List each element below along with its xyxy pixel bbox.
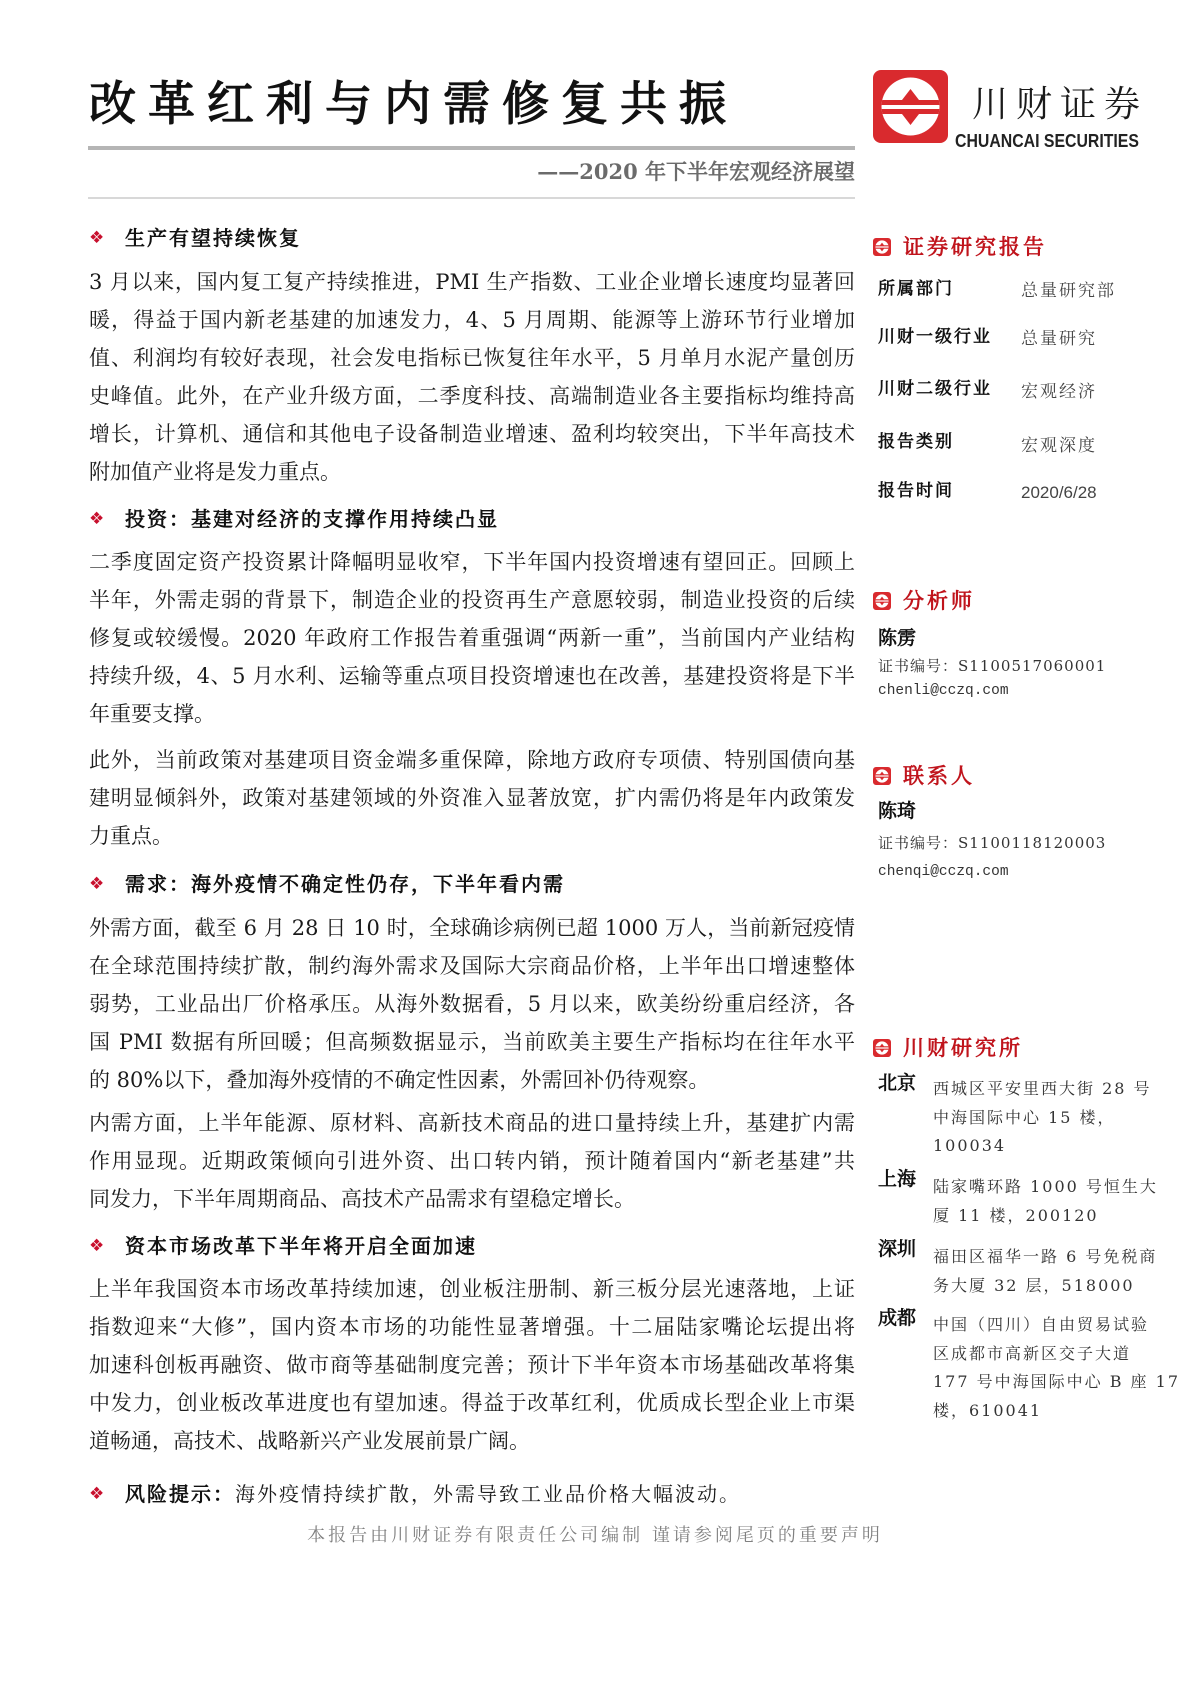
section-heading-text: 生产有望持续恢复 — [125, 226, 301, 250]
sidebar-header-text: 分析师 — [903, 588, 975, 613]
paragraph-line: 内需方面，上半年能源、原材料、高新技术商品的进口量持续上升，基建扩内需 — [89, 1111, 855, 1135]
meta-value-report-type: 宏观深度 — [1021, 436, 1097, 456]
chuancai-mini-logo-icon — [873, 1039, 891, 1057]
paragraph-line: 二季度固定资产投资累计降幅明显收窄，下半年国内投资增速有望回正。回顾上 — [89, 550, 855, 574]
section-paragraph — [89, 1270, 855, 1460]
paragraph-line: 此外，当前政策对基建项目资金端多重保障，除地方政府专项债、特别国债向基 — [89, 748, 855, 772]
sidebar-header-contact — [873, 763, 1173, 789]
footer-disclaimer: 本报告由川财证券有限责任公司编制 谨请参阅尾页的重要声明 — [307, 1525, 883, 1546]
office-address-chengdu — [933, 1311, 1193, 1425]
risk-warning-text: 海外疫情持续扩散，外需导致工业品价格大幅波动。 — [235, 1482, 741, 1506]
company-name-cn: 川财证券 — [972, 84, 1149, 125]
address-line: 厦 11 楼，200120 — [933, 1205, 1099, 1225]
company-name-en: CHUANCAI SECURITIES — [955, 131, 1139, 151]
section-heading-capital-market — [89, 1227, 855, 1265]
office-address-beijing — [933, 1075, 1193, 1161]
diamond-bullet-icon: ❖ — [89, 228, 105, 248]
address-line: 福田区福华一路 6 号免税商 — [933, 1247, 1158, 1266]
diamond-bullet-icon: ❖ — [89, 1236, 105, 1256]
risk-warning — [89, 1475, 855, 1513]
sidebar-header-text: 联系人 — [903, 763, 975, 788]
diamond-bullet-icon: ❖ — [89, 1484, 105, 1504]
paragraph-line: 力重点。 — [89, 824, 173, 848]
office-city-chengdu: 成都 — [878, 1307, 917, 1329]
section-paragraph — [89, 543, 855, 733]
paragraph-line: 建明显倾斜外，政策对基建领域的外资准入显著放宽，扩内需仍将是年内政策发 — [89, 786, 855, 810]
paragraph-line: 附加值产业将是发力重点。 — [89, 460, 341, 484]
meta-label-report-type: 报告类别 — [878, 432, 954, 452]
section-heading-investment — [89, 500, 855, 538]
address-line: 中国（四川）自由贸易试验 — [933, 1315, 1150, 1334]
address-line: 西城区平安里西大街 28 号 — [933, 1079, 1152, 1098]
paragraph-line: 值、利润均有较好表现，社会发电指标已恢复往年水平，5 月单月水泥产量创历 — [89, 346, 855, 370]
meta-value-industry-level1: 总量研究 — [1021, 329, 1097, 349]
section-heading-demand — [89, 865, 855, 903]
contact-email-link[interactable]: chenqi@cczq.com — [878, 864, 1009, 880]
meta-label-department: 所属部门 — [878, 279, 954, 299]
paragraph-line: 持续升级，4、5 月水利、运输等重点项目投资增速也在改善，基建投资将是下半 — [89, 664, 855, 688]
meta-label-industry-level2: 川财二级行业 — [878, 379, 992, 399]
address-line: 区成都市高新区交子大道 — [933, 1343, 1132, 1363]
paragraph-line: 的 80%以下，叠加海外疫情的不确定性因素，外需回补仍待观察。 — [89, 1068, 710, 1092]
chuancai-mini-logo-icon — [873, 767, 891, 785]
sidebar-header-analyst — [873, 588, 1173, 614]
diamond-bullet-icon: ❖ — [89, 874, 105, 894]
meta-value-industry-level2: 宏观经济 — [1021, 382, 1097, 402]
paragraph-line: 弱势，工业品出厂价格承压。从海外数据看，5 月以来，欧美纷纷重启经济，各 — [89, 992, 855, 1016]
meta-value-department: 总量研究部 — [1021, 281, 1116, 301]
office-city-beijing: 北京 — [878, 1072, 917, 1094]
sidebar-header-text: 证券研究报告 — [903, 234, 1047, 259]
risk-warning-content — [125, 1475, 741, 1513]
diamond-bullet-icon: ❖ — [89, 509, 105, 529]
office-address-shanghai — [933, 1173, 1193, 1230]
analyst-cert-number: 证书编号：S1100517060001 — [878, 657, 1107, 675]
address-line: 177 号中海国际中心 B 座 17 — [933, 1372, 1181, 1391]
address-line: 楼，610041 — [933, 1400, 1043, 1420]
section-paragraph — [89, 1104, 855, 1218]
report-subtitle: ——2020 年下半年宏观经济展望 — [537, 159, 855, 184]
section-heading-text: 资本市场改革下半年将开启全面加速 — [125, 1234, 477, 1258]
section-paragraph — [89, 909, 855, 1099]
paragraph-line: 作用显现。近期政策倾向引进外资、出口转内销，预计随着国内“新老基建”共 — [89, 1149, 855, 1173]
title-divider — [88, 146, 855, 150]
risk-warning-label: 风险提示： — [125, 1482, 235, 1506]
paragraph-line: 暖，得益于国内新老基建的加速发力，4、5 月周期、能源等上游环节行业增加 — [89, 308, 855, 332]
paragraph-line: 同发力，下半年周期商品、高技术产品需求有望稳定增长。 — [89, 1187, 635, 1211]
paragraph-line: 3 月以来，国内复工复产持续推进，PMI 生产指数、工业企业增长速度均显著回 — [89, 270, 855, 294]
address-line: 中海国际中心 15 楼， — [933, 1107, 1116, 1127]
section-heading-text: 投资：基建对经济的支撑作用持续凸显 — [125, 507, 499, 531]
office-city-shanghai: 上海 — [878, 1168, 917, 1190]
meta-label-industry-level1: 川财一级行业 — [878, 327, 992, 347]
chuancai-mini-logo-icon — [873, 238, 891, 256]
contact-name: 陈琦 — [878, 800, 917, 822]
section-heading-production — [89, 219, 855, 257]
office-city-shenzhen: 深圳 — [878, 1238, 917, 1260]
address-line: 陆家嘴环路 1000 号恒生大 — [933, 1177, 1158, 1196]
paragraph-line: 国 PMI 数据有所回暖；但高频数据显示，当前欧美主要生产指标均在往年水平 — [89, 1030, 855, 1054]
sidebar-header-text: 川财研究所 — [903, 1035, 1023, 1060]
meta-value-report-date: 2020/6/28 — [1021, 483, 1097, 502]
report-title: 改革红利与内需修复共振 — [89, 77, 738, 132]
chuancai-logo-icon — [873, 70, 948, 143]
paragraph-line: 加速科创板再融资、做市商等基础制度完善；预计下半年资本市场基础改革将集 — [89, 1353, 855, 1377]
paragraph-line: 增长，计算机、通信和其他电子设备制造业增速、盈利均较突出，下半年高技术 — [89, 422, 855, 446]
office-address-shenzhen — [933, 1243, 1193, 1300]
paragraph-line: 指数迎来“大修”，国内资本市场的功能性显著增强。十二届陆家嘴论坛提出将 — [89, 1315, 855, 1339]
subtitle-divider — [88, 197, 855, 199]
analyst-name: 陈雳 — [878, 627, 917, 649]
paragraph-line: 中发力，创业板改革进度也有望加速。得益于改革红利，优质成长型企业上市渠 — [89, 1391, 855, 1415]
meta-label-report-date: 报告时间 — [878, 481, 954, 501]
analyst-email-link[interactable]: chenli@cczq.com — [878, 683, 1009, 699]
contact-cert-number: 证书编号：S1100118120003 — [878, 834, 1107, 852]
section-paragraph — [89, 263, 855, 491]
paragraph-line: 在全球范围持续扩散，制约海外需求及国际大宗商品价格，上半年出口增速整体 — [89, 954, 855, 978]
sidebar-header-report — [873, 234, 1173, 260]
sidebar-header-institute — [873, 1035, 1173, 1061]
address-line: 100034 — [933, 1136, 1007, 1155]
chuancai-mini-logo-icon — [873, 592, 891, 610]
paragraph-line: 上半年我国资本市场改革持续加速，创业板注册制、新三板分层光速落地，上证 — [89, 1277, 855, 1301]
section-heading-text: 需求：海外疫情不确定性仍存，下半年看内需 — [125, 872, 565, 896]
section-paragraph — [89, 741, 855, 855]
paragraph-line: 外需方面，截至 6 月 28 日 10 时，全球确诊病例已超 1000 万人，当前新冠疫情 — [89, 916, 855, 940]
paragraph-line: 半年，外需走弱的背景下，制造企业的投资再生产意愿较弱，制造业投资的后续 — [89, 588, 855, 612]
paragraph-line: 修复或较缓慢。2020 年政府工作报告着重强调“两新一重”，当前国内产业结构 — [89, 626, 855, 650]
paragraph-line: 史峰值。此外，在产业升级方面，二季度科技、高端制造业各主要指标均维持高 — [89, 384, 855, 408]
paragraph-line: 道畅通，高技术、战略新兴产业发展前景广阔。 — [89, 1429, 530, 1453]
address-line: 务大厦 32 层，518000 — [933, 1275, 1135, 1295]
paragraph-line: 年重要支撑。 — [89, 702, 215, 726]
